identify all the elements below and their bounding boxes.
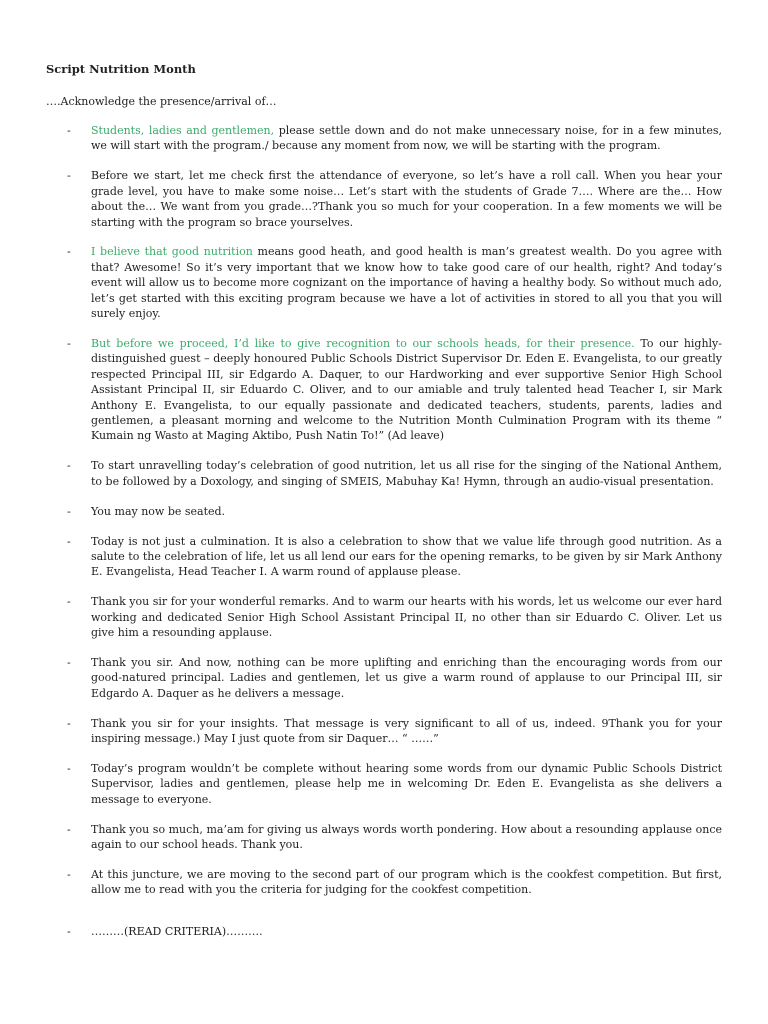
item-text: means good heath, and good health is man’s greatest wealth. Do you agree with that? Awesome! So it’s very important that we know how to take good care of our health, right? And today’s event will allow us to become more cognizant on the importance of having a healthy body. So without much ado, let’s get started with this exciting program because we have a lot of activities in stored to all you that you will surely enjoy. — [91, 245, 722, 321]
bullet-dash: - — [67, 504, 71, 518]
item-text: At this juncture, we are moving to the second part of our program which is the cookfest competition. But first, allow me to read with you the criteria for judging for the cookfest competition. — [91, 868, 722, 897]
item-text: To our highly-distinguished guest – deeply honoured Public Schools District Supervisor Dr. Eden E. Evangelista, to our greatly respected Principal III, sir Edgardo A. Daquer, to our Hardworking and ever supportive Senior High School Assistant Principal II, sir Eduardo C. Oliver, and to our amiable and truly talented head Teacher I, sir Mark Anthony E. Evangelista, to our equally passionate and dedicated teachers, students, parents, ladies and gentlemen, a pleasant morning and welcome to the Nutrition Month Culmination Program with its theme “ Kumain ng Wasto at Maging Aktibo, Push Natin To!” (Ad leave) — [91, 336, 722, 443]
script-item — [46, 336, 722, 444]
bullet-dash: - — [67, 459, 71, 473]
script-item — [46, 822, 722, 853]
script-item — [46, 761, 722, 807]
script-item — [46, 867, 722, 898]
highlighted-text: Students, ladies and gentlemen, — [91, 124, 275, 137]
bullet-dash: - — [67, 124, 71, 137]
script-item — [46, 168, 722, 230]
document-title: Script Nutrition Month — [46, 62, 196, 76]
script-item — [46, 924, 722, 939]
item-text: please settle down and do not make unnecessary noise, for in a few minutes, we will start with the program./ because any moment from now, we will be starting with the program. — [91, 124, 722, 153]
intro-line: ….Acknowledge the presence/arrival of… — [46, 95, 277, 108]
script-item — [46, 244, 722, 321]
bullet-dash: - — [67, 245, 71, 259]
item-text: You may now be seated. — [91, 504, 226, 518]
item-text: Thank you sir for your wonderful remarks. And to warm our hearts with his words, let us welcome our ever hard working and dedicated Senior High School Assistant Principal II, no other than sir Eduardo C. Oliver. Let us give him a resounding applause. — [91, 595, 722, 640]
item-text: Thank you so much, ma’am for giving us always words worth pondering. How about a resounding applause once again to our school heads. Thank you. — [91, 822, 722, 852]
item-text: Before we start, let me check first the attendance of everyone, so let’s have a roll call. When you hear your grade level, you have to make some noise… Let’s start with the students of Grade 7…. Where are the… How about the… We want from you grade…?Thank you so much for your cooperation. In a few moments we will be starting with the program so brace yourselves. — [91, 169, 722, 229]
bullet-dash: - — [67, 822, 71, 836]
bullet-dash: - — [67, 762, 71, 775]
script-item — [46, 123, 722, 154]
item-text: To start unravelling today’s celebration of good nutrition, let us all rise for the singing of the National Anthem, to be followed by a Doxology, and singing of SMEIS, Mabuhay Ka! Hymn, through an audio-visual presentation. — [91, 459, 722, 488]
highlighted-text: But before we proceed, I’d like to give recognition to our schools heads, for their presence. — [91, 336, 635, 350]
script-item — [46, 534, 722, 580]
script-item — [46, 458, 722, 489]
bullet-dash: - — [67, 655, 71, 669]
bullet-dash: - — [67, 595, 71, 609]
script-item — [46, 716, 722, 747]
script-item — [46, 504, 722, 519]
item-text: Today is not just a culmination. It is also a celebration to show that we value life through good nutrition. As a salute to the celebration of life, let us all lend our ears for the opening remarks, to be given by sir Mark Anthony E. Evangelista, Head Teacher I. A warm round of applause please. — [91, 534, 722, 579]
bullet-dash: - — [67, 336, 71, 350]
script-item — [46, 655, 722, 701]
item-text: ………(READ CRITERIA)………. — [91, 924, 263, 938]
item-text: Thank you sir. And now, nothing can be more uplifting and enriching than the encouraging words from our good-natured principal. Ladies and gentlemen, let us give a warm round of applause to our Principal III, sir Edgardo A. Daquer as he delivers a message. — [91, 655, 722, 700]
bullet-dash: - — [67, 169, 71, 183]
highlighted-text: I believe that good nutrition — [91, 245, 253, 259]
bullet-dash: - — [67, 924, 71, 938]
bullet-dash: - — [67, 716, 71, 730]
script-list — [46, 123, 722, 939]
item-text: Thank you sir for your insights. That message is very significant to all of us, indeed. 9Thank you for your inspiring message.) May I just quote from sir Daquer… “ ……” — [91, 716, 722, 746]
item-text: Today’s program wouldn’t be complete without hearing some words from our dynamic Public Schools District Supervisor, ladies and gentlemen, please help me in welcoming Dr. Eden E. Evangelista as she delivers a message to everyone. — [91, 762, 722, 806]
script-item — [46, 594, 722, 640]
bullet-dash: - — [67, 534, 71, 548]
bullet-dash: - — [67, 868, 71, 882]
